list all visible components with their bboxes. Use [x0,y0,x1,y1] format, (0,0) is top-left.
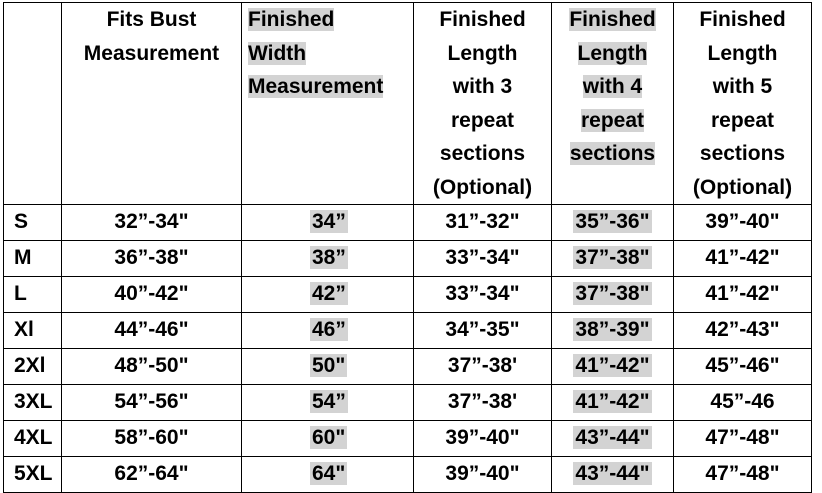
width-cell: 60" [242,421,414,457]
bust-cell: 48”-50" [62,349,242,385]
width-cell: 50" [242,349,414,385]
length-3-cell: 39”-40" [414,457,552,493]
header-row [4,3,812,205]
header-length-4-line: Finished [569,8,656,31]
header-width-line: Width [248,41,307,65]
table-row [4,313,812,349]
length-5-cell: 47”-48" [674,421,812,457]
length-5-cell: 45”-46 [674,385,812,421]
length-3-cell: 31”-32" [414,205,552,241]
header-size [4,3,62,205]
length-4-cell: 41”-42" [552,385,674,421]
width-cell: 42” [242,277,414,313]
size-cell: S [4,205,62,241]
size-cell: 2Xl [4,349,62,385]
length-4-cell: 37”-38" [552,277,674,313]
size-chart-table [3,2,812,493]
table-row [4,421,812,457]
size-cell: M [4,241,62,277]
bust-cell: 40”-42" [62,277,242,313]
table-row [4,277,812,313]
length-5-cell: 42”-43" [674,313,812,349]
size-cell: 3XL [4,385,62,421]
length-5-cell: 47”-48" [674,457,812,493]
header-length-4-line: with 4 [582,75,643,98]
length-4-cell: 38”-39" [552,313,674,349]
header-length-3: Finished Length with 3 repeat sections (Optional) [414,3,552,205]
table-row [4,385,812,421]
bust-cell: 36”-38" [62,241,242,277]
length-5-cell: 45”-46" [674,349,812,385]
table-row [4,205,812,241]
length-3-cell: 37”-38' [414,349,552,385]
size-cell: Xl [4,313,62,349]
length-3-cell: 39”-40" [414,421,552,457]
table-row [4,349,812,385]
width-cell: 64" [242,457,414,493]
bust-cell: 62”-64" [62,457,242,493]
length-5-cell: 41”-42" [674,241,812,277]
header-length-4-line: sections [569,142,656,165]
length-5-cell: 39”-40" [674,205,812,241]
size-cell: L [4,277,62,313]
width-cell: 46” [242,313,414,349]
size-cell: 5XL [4,457,62,493]
table-row [4,241,812,277]
header-width [242,3,414,205]
length-4-cell: 43”-44" [552,421,674,457]
length-3-cell: 37”-38' [414,385,552,421]
width-cell: 34” [242,205,414,241]
length-4-cell: 37”-38" [552,241,674,277]
size-cell: 4XL [4,421,62,457]
header-width-line: Finished [248,8,335,31]
width-cell: 54” [242,385,414,421]
header-bust: Fits Bust Measurement [62,3,242,205]
length-4-cell: 41”-42" [552,349,674,385]
length-4-cell: 35”-36" [552,205,674,241]
header-length-4 [552,3,674,205]
length-4-cell: 43”-44" [552,457,674,493]
header-width-line: Measurement [248,75,384,98]
length-5-cell: 41”-42" [674,277,812,313]
header-length-4-line: repeat [580,108,645,132]
length-3-cell: 33”-34" [414,277,552,313]
header-length-5: Finished Length with 5 repeat sections (Optional) [674,3,812,205]
bust-cell: 32”-34" [62,205,242,241]
length-3-cell: 34”-35" [414,313,552,349]
table-row [4,457,812,493]
bust-cell: 44”-46" [62,313,242,349]
width-cell: 38” [242,241,414,277]
header-length-4-line: Length [577,41,648,65]
length-3-cell: 33”-34" [414,241,552,277]
bust-cell: 54”-56" [62,385,242,421]
bust-cell: 58”-60" [62,421,242,457]
